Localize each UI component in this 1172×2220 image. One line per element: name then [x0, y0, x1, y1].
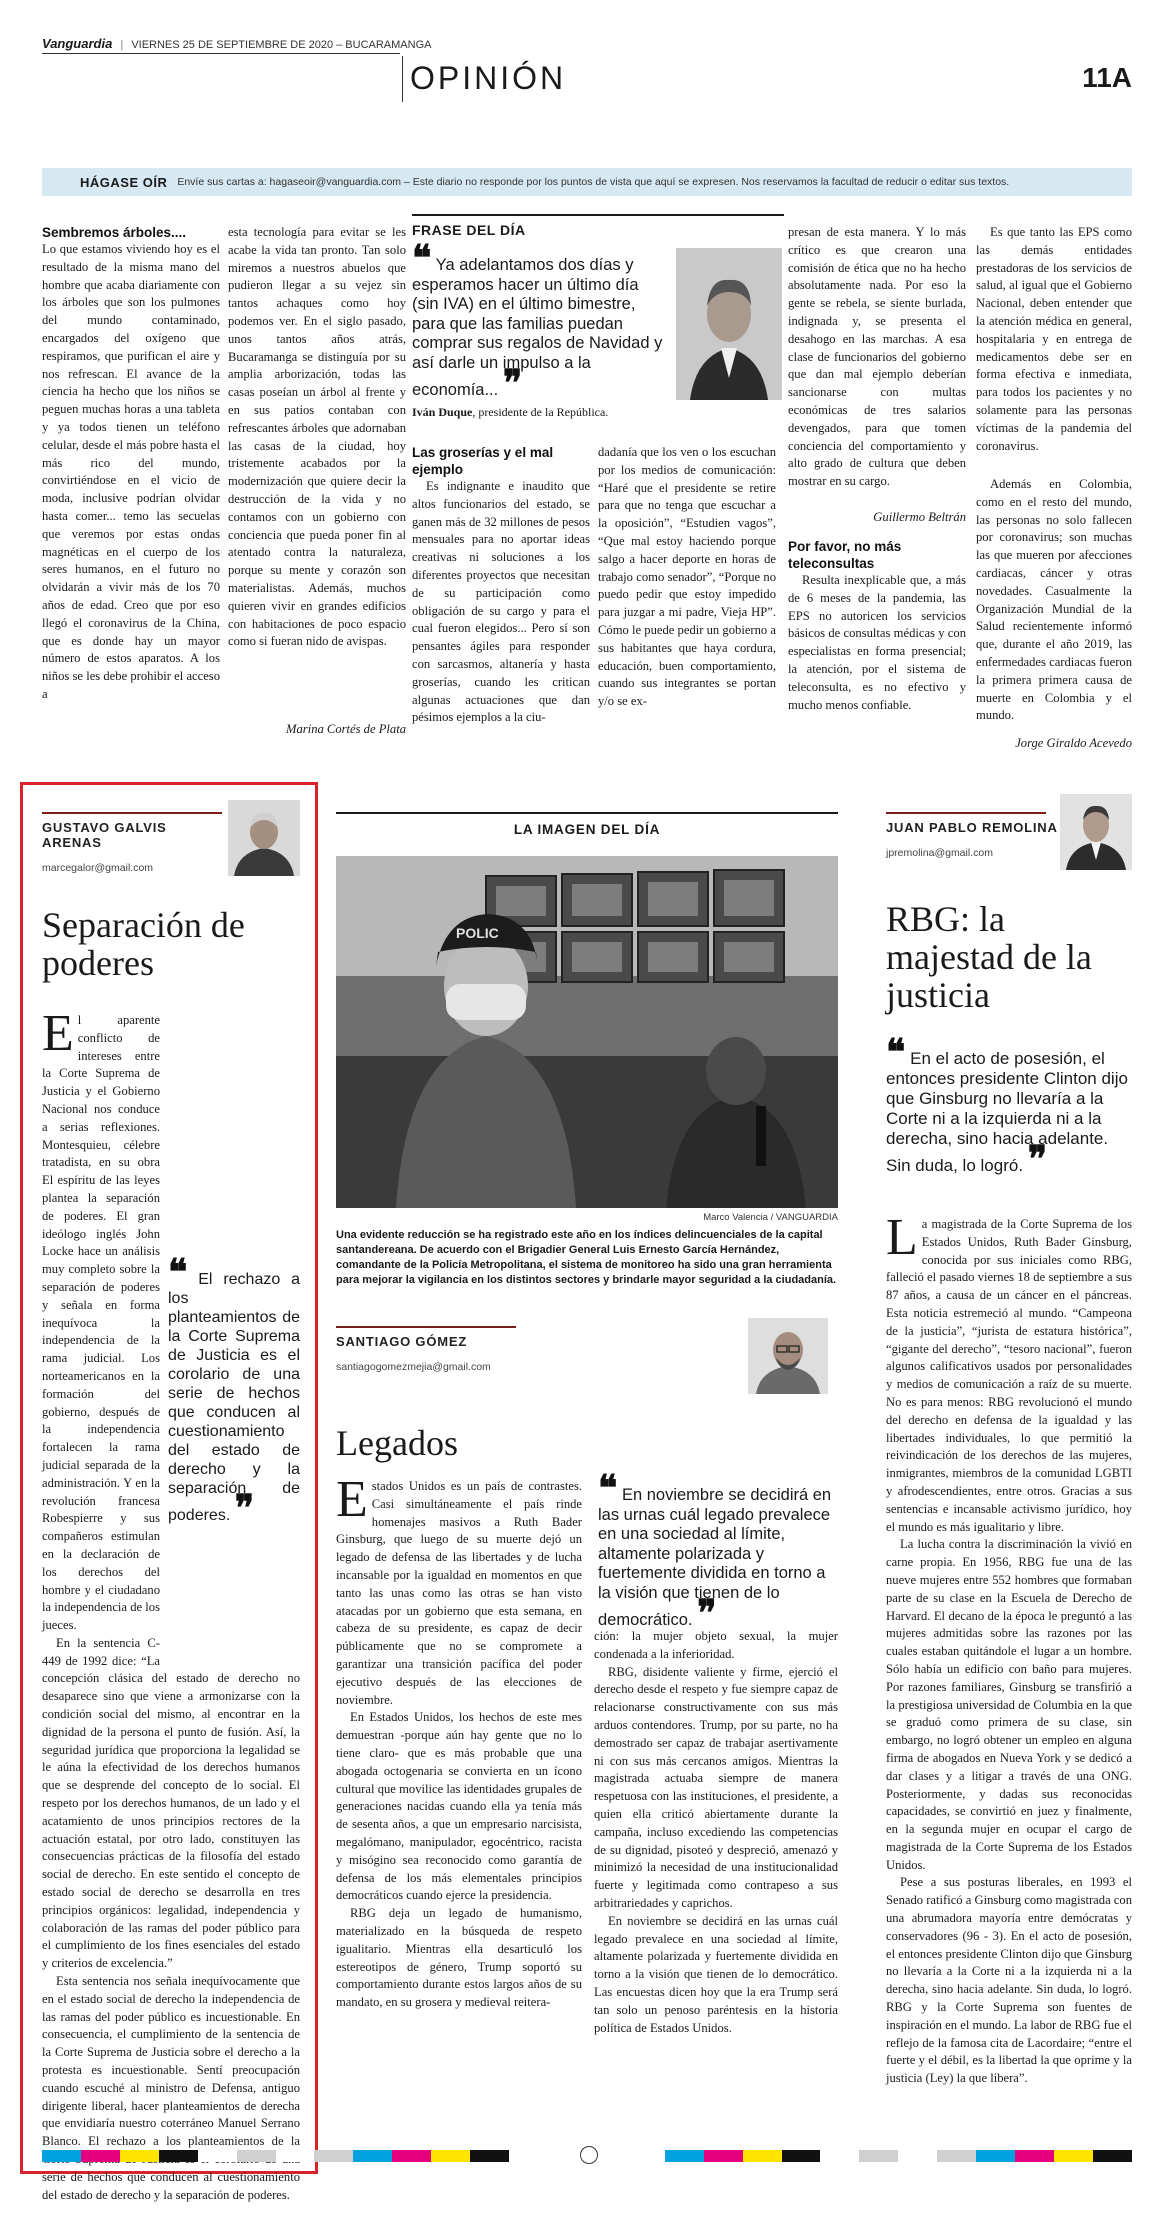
author-name: SANTIAGO GÓMEZ	[336, 1334, 468, 1349]
police-monitoring-photo	[336, 856, 838, 1208]
imagen-del-dia	[336, 812, 838, 837]
letter-groserias-continued	[598, 444, 776, 748]
drop-cap: E	[42, 1005, 74, 1062]
drop-cap: E	[336, 1471, 368, 1528]
body-paragraph: l aparente conflicto de intereses entre la Corte Suprema de Justicia y el Gobierno Nacional nos conduce a serias reflexiones. Montesquieu, célebre tratadista, en su obra El espíritu de las leyes plantea la separación de poderes. El gran ideólogo inglés John Locke hace un análisis muy completo sobre la separación de poderes y señala en forma inequívoca la independencia de la rama judicial. Los norteamericanos en la formación del gobierno, después de la independencia fortalecen la rama judicial separada de la administración. Y en la revolución francesa Robespierre y sus compañeros estimulan en la declaración de los derechos del hombre y el ciudadano la independencia de los jueces.	[42, 1013, 160, 1633]
page-number: 11A	[1082, 62, 1132, 93]
body-paragraph: RBG, disidente valiente y firme, ejerció el derecho desde el respeto y fue siempre capaz de relacionarse constructivamente con sus más arduos contendores. Trump, por su parte, no ha demostrado ser capaz de trabajar asertivamente ni con sus más cercanos amigos. Mientras la magistrada actuaba siempre de manera respetuosa con las instituciones, el presidente, a quien ella criticó abiertamente durante la campaña, incluso excediendo las competencias de su dignidad, pisoteó y despreció, amenazó y minimizó la necesidad de una institucionalidad fuerte y legitimada como contrapeso a sus arbitrariedades y caprichos.	[594, 1664, 838, 1910]
author-email: jpremolina@gmail.com	[886, 847, 993, 859]
body-paragraph: En Estados Unidos, los hechos de este mes demuestran -porque aún hay gente que no lo tiene claro- que es más probable que una abogada octogenaria se convierta en un ícono cultural que movilice las identidades grupales de generaciones nacidas cuando ella ya tenía más de sesenta años, a que un empresario narcisista, megalómano, manipulador, egocéntrico, racista y misógino sea reconocido como garantía de defensa de los más elementales principios democráticos cuando ejerce la presidencia.	[336, 1710, 582, 1903]
gomez-col-1	[336, 1471, 582, 2146]
letter-paragraph: dadanía que los ven o los escuchan por los medios de comunicación: “Haré que el presidente se retire para que no tenga que escuchar a la oposición”, “Estudien vagos”, “Que mal estoy haciendo porque salgo a hacer deporte en horas de trabajo como senador”, “Porque no puedo pedir que estoy impedido para juzgar a mi padre, Vieja HP”. Cómo le puede pedir un gobierno a sus habitantes que haya cordura, educación, buen comportamiento, cuando sus integrantes se portan y/o se ex-	[598, 445, 776, 709]
column-headline: RBG: la majestad de la justicia	[886, 899, 1092, 1015]
body-paragraph: En la sentencia C-449 de 1992 dice: “La concepción clásica del estado de derecho no desaparece sino que viene a armonizarse con la condición social del mismo, al encontrar en la dignidad de la persona el punto de fusión. Así, la seguridad jurídica que proporciona la legalidad se le aúna la efectividad de los derechos humanos que se desprende del concepto de lo social. El respeto por los derechos humanos, de un lado y el acatamiento de unos principios rectores de la actuación estatal, por otro lado, constituyen las consecuencias prácticas de la filosofía del estado social de derecho. En este sentido el concepto de estado social de derecho se desarrolla en tres principios orgánicos: legalidad, independencia y colaboración de las ramas del poder público para el cumplimiento de los fines esenciales del estado y criterios de excelencia.”	[42, 1635, 300, 1971]
gomez-col-2	[594, 1468, 838, 2146]
cap-label: POLIC	[456, 925, 499, 941]
author-email: santiagogomezmejia@gmail.com	[336, 1361, 491, 1373]
letter-paragraph: Es indignante e inaudito que altos funcionarios del estado, se ganen más de 32 millones de pesos mensuales para no aportar ideas creativas ni soluciones a los diferentes proyectos que necesitan de su participación como obligación de su cargo y para el cual fueron elegidos... Pero sí son pensantes ágiles para responder con sarcasmos, altanería y hasta groserías, cuando les critican algunas actuaciones que dan pésimos ejemplos a la ciu-	[412, 479, 590, 725]
letter-paragraph: Resulta inexplicable que, a más de 6 meses de la pandemia, las EPS no autoricen los servicios básicos de consultas médicas y con especialistas en forma presencial; la atención, por el sistema de teleconsulta, es no efectivo y mucho menos confiable.	[788, 573, 966, 712]
letter-sembremos-arboles-continued	[228, 224, 406, 738]
letter-paragraph: esta tecnología para evitar se les acabe la vida tan pronto. Tan solo miremos a nuestros abuelos que pudieron llegar a su vejez sin tantos achaques como hoy podemos ver. En el siglo pasado, unos tantos años atrás, Bucaramanga se distinguía por su amplia arborización, todas las casas poseían un árbol al frente y en sus patios contaban con refrescantes árboles que adornaban las casas de la ciudad, hoy tristemente acabados por la modernización que quiere decir la destrucción de la vida y no contamos con un gobierno con conciencia que pueda poner fin al atentado contra la naturaleza, porque su mente y corazón son materialistas. Además, muchos quieren vivir en grandes edificios con habitaciones de poco espacio como si fueran nido de avispas.	[228, 225, 406, 649]
body-paragraph: stados Unidos es un país de contrastes. Casi simultáneamente el país rinde homenajes masivos a Ruth Bader Ginsburg, que luego de su muerte dejó un legado de defensa de las libertades y de lucha incansable por la igualdad en momentos en que tanto las unas como las otras se han visto atacadas por un gobierno que esta semana, en cabeza de su presidente, es capaz de decir públicamente que no se compromete a garantizar una transición pacífica del poder ejecutivo después de las elecciones de noviembre.	[336, 1479, 582, 1707]
letter-paragraph: presan de esta manera. Y lo más crítico es que crearon una comisión de ética que no ha hecho absolutamente nada. Por eso la gente se rebela, se siente burlada, indignada y, se presenta el desahogo en las marchas. A esa clase de funcionarios del gobierno que dan mal ejemplo deberían sancionarse con multas económicas de tres salarios devengados, para que tomen conciencia del comportamiento y alto grado de cultura que deben mostrar en su cargo.	[788, 225, 966, 489]
column-headline: Separación de poderes	[42, 905, 245, 983]
letter-signature: Guillermo Beltrán	[873, 510, 966, 524]
letter-groserias-end	[788, 224, 966, 714]
hagase-oir-label: HÁGASE OÍR	[80, 174, 168, 190]
section-divider	[402, 56, 403, 102]
section-title: OPINIÓN	[410, 60, 567, 96]
letter-title: Sembremos árboles....	[42, 225, 187, 240]
date-city: VIERNES 25 DE SEPTIEMBRE DE 2020 – BUCARAMANGA	[131, 39, 432, 51]
letter-title: Las groserías y el mal ejemplo	[412, 445, 554, 477]
author-name: JUAN PABLO REMOLINA	[886, 820, 1058, 835]
body-paragraph: ción: la mujer objeto sexual, la mujer condenada a la inferioridad.	[594, 1629, 838, 1661]
imagen-label: LA IMAGEN DEL DÍA	[513, 822, 661, 837]
hagase-oir-banner	[42, 168, 1132, 196]
author-name: GUSTAVO GALVIS ARENAS	[42, 820, 167, 850]
registration-target-icon	[580, 2146, 598, 2164]
body-paragraph: a magistrada de la Corte Suprema de los Estados Unidos, Ruth Bader Ginsburg, conocida por sus iniciales como RBG, falleció el pasado viernes 18 de septiembre a sus 87 años, a causa de un cáncer en el páncreas. Esta noticia estremeció al mundo. “Campeona de la justicia”, “jurista de estatura histórica”, “gigante del derecho”, “tesoro nacional”, fueron algunos calificativos usados por personalidades y medios de comunicación a raíz de su muerte. No es para menos: RBG revolucionó el mundo del derecho en defensa de la igualdad y las libertades individuales, lo que permitió la reivindicación de los derechos de las mujeres, inmigrantes, miembros de la comunidad LGBTI y afrodescendientes, entre otros. Gracias a sus sentencias e incansable activismo jurídico, hoy el mundo es más igualitario y libre.	[886, 1217, 1132, 1534]
hagase-oir-text: Envíe sus cartas a: hagaseoir@vanguardia.com – Este diario no responde por los puntos de vista que aquí se expresen. Nos reservamos la facultad de reducir o editar sus textos.	[177, 176, 1010, 188]
author-portrait	[1060, 794, 1132, 870]
letter-paragraph: Es que tanto las EPS como las demás entidades prestadoras de los servicios de salud, al igual que el Gobierno Nacional, deben entender que la atención médica en general, hospitalaria y en entrega de medicamentos debe ser en forma efectiva e inmediata, para todos los pacientes y no solamente para las personas víctimas de la pandemia del coronavirus.	[976, 225, 1132, 453]
ivan-duque-portrait	[676, 248, 782, 400]
body-paragraph: RBG deja un legado de humanismo, materializado en la búsqueda de respeto igualitario. Mientras ella desarticuló los estereotipos de género, Trump soportó su comportamiento durante estos largos años de su mandato, en su grosera y medieval reitera-	[336, 1906, 582, 2010]
body-paragraph: Esta sentencia nos señala inequívocamente que en el estado social de derecho la independencia de las ramas del poder público es incuestionable. En consecuencia, el cumplimiento de la sentencia de la Corte Suprema de Justicia sobre el derecho a la protesta es incuestionable. Sentí preocupación cuando escuché al ministro de Defensa, antiguo dirigente liberal, hacer planteamientos de derecha que envidiaría nuestro coterráneo Manuel Serrano Blanco. El rechazo a los planteamientos de la serie de hechos que conducen al cuestionamiento del estado de derecho y la separación de poderes.	[42, 1974, 300, 2202]
frase-del-dia	[412, 214, 784, 430]
letter-sembremos-arboles	[42, 224, 220, 751]
pull-quote: ❝ En noviembre se decidirá en las urnas cuál legado prevalece en una sociedad al límite, altamente polarizada y fuertemente dividida en torno a la visión que tienen de lo democrático. ❞	[598, 1468, 832, 1633]
header-rule	[42, 53, 400, 54]
column-body	[42, 1005, 300, 2202]
pull-quote: ❝ En el acto de posesión, el entonces presidente Clinton dijo que Ginsburg no llevaría a la Corte ni a la izquierda ni a la derecha, sino hacia adelante. Sin duda, lo logró. ❞	[886, 1032, 1128, 1179]
frase-label: FRASE DEL DÍA	[412, 222, 526, 238]
body-paragraph: La lucha contra la discriminación la vivió en carne propia. En 1956, RBG fue una de las nueve mujeres entre 552 hombres que formaban parte de su clase en la Escuela de Derecho de Harvard. El decano de la época le preguntó a las mujeres admitidas sobre las razones por las cuales estaban quitándole el lugar a un hombre. Sólo había un edificio con baño para mujeres. Por razones familiares, Ginsburg se transfirió a la prestigiosa universidad de Columbia en la que se graduó como primera de su clase, sin embargo, no logró obtener un empleo en alguna firma de abogados en Nueva York y se dedicó a dar clases y a litigar a través de una ONG. Posteriormente, y dadas sus reconocidas capacidades, se convirtió en juez y finalmente, en la segunda mujer en ocupar el cargo de magistrada de la Corte Suprema de los Estados Unidos.	[886, 1537, 1132, 1872]
letter-teleconsultas-continued	[976, 224, 1132, 752]
photo-caption: Una evidente reducción se ha registrado este año en los índices delincuenciales de la capital santandereana. De acuerdo con el Brigadier General Luis Ernesto García Hernández, comandante de la Policía Metropolitana, el sistema de monitoreo ha sido una gran herramienta para mejorar la vigilancia en los distintos sectores y brindarle mayor seguridad a la ciudadanía.	[336, 1229, 837, 1286]
column-gomez	[336, 1326, 838, 1462]
letter-signature: Marina Cortés de Plata	[286, 722, 406, 736]
author-email: marcegalor@gmail.com	[42, 862, 154, 874]
letter-groserias	[412, 444, 590, 746]
body-paragraph: En noviembre se decidirá en las urnas cuál legado prevalece en una sociedad al límite, altamente polarizada y fuertemente dividida en torno a la visión que tienen de lo democrático. Las encuestas dicen hoy que la era Trump será tan solo un penoso paréntesis en la historia política de Estados Unidos.	[594, 1913, 838, 2035]
author-portrait	[228, 800, 300, 876]
brand-name: Vanguardia	[42, 36, 113, 51]
photo-credit: Marco Valencia / VANGUARDIA	[703, 1212, 838, 1223]
pull-quote: ❝ El rechazo a los planteamientos de la Corte Suprema de Justicia es el corolario de una serie de hechos que conducen al cuestionamiento del estado de derecho y la separación de poderes. ❞	[168, 1252, 300, 1528]
column-body	[886, 1209, 1133, 2220]
letter-title: Por favor, no más teleconsultas	[788, 539, 902, 571]
column-remolina	[886, 812, 1132, 2220]
drop-cap: L	[886, 1209, 918, 1266]
frase-quote: ❝ Ya adelantamos dos días y esperamos hacer un último día (sin IVA) en el último bimestre, para que las familias puedan comprar sus regalos de Navidad y así darle un impulso a la economía... ❞	[412, 238, 663, 403]
column-headline: Legados	[336, 1423, 458, 1463]
page-header-line: Vanguardia | VIERNES 25 DE SEPTIEMBRE DE 2020 – BUCARAMANGA	[42, 36, 432, 51]
column-galvis	[42, 812, 300, 2202]
letter-paragraph: Lo que estamos viviendo hoy es el resultado de la misma mano del hombre que acaba diariamente con los árboles que son los pulmones del mundo contaminado, encargados del oxígeno que respiramos, que purifican el aire y nos refrescan. El avance de la ciencia ha hecho que los niños se peguen muchas horas a una tableta y ya todos tienen un teléfono celular, desde el más pobre hasta el más rico del mundo, convirtiéndose en el vicio de moda, inclusive podrían olvidar hasta comer... temo las secuelas que veremos por estas ondas magnéticas en el cuerpo de los seres humanos, en el futuro no olvidarán a vivir más de los 70 años de edad. Creo que por eso llegó el coronavirus de la China, que es donde hay un mayor número de estos aparatos. A los niños se les debe prohibir el acceso a	[42, 242, 220, 701]
author-portrait	[748, 1318, 828, 1394]
letter-paragraph: Además en Colombia, como en el resto del mundo, las personas no solo fallecen por coronavirus; son muchas las que mueren por afecciones cardiacas, cáncer y otras novedades. Casualmente la Organización Mundial de la Salud recientemente informó que, durante el año 2019, las enfermedades cardiacas fueron la primera primera causa de muerte en Colombia y el mundo.	[976, 477, 1132, 723]
body-paragraph: Pese a sus posturas liberales, en 1993 el Senado ratificó a Ginsburg como magistrada con una abrumadora mayoría entre demócratas y conservadores (96 - 3). En el acto de posesión, el entonces presidente Clinton dijo que Ginsburg no llevaría a la Corte ni a la izquierda ni a la derecha, sino hacia adelante. Sin duda, lo logró. RBG y la Corte Suprema son fuentes de inspiración en el mundo. La labor de RBG fue el reflejo de la famosa cita de Lacordaire; “entre el fuerte y el débil, es la libertad la que oprime y la justicia (Ley) la que libera”.	[886, 1875, 1133, 2086]
letter-signature: Jorge Giraldo Acevedo	[1015, 736, 1132, 750]
frase-attribution: Iván Duque, presidente de la República.	[412, 404, 609, 419]
